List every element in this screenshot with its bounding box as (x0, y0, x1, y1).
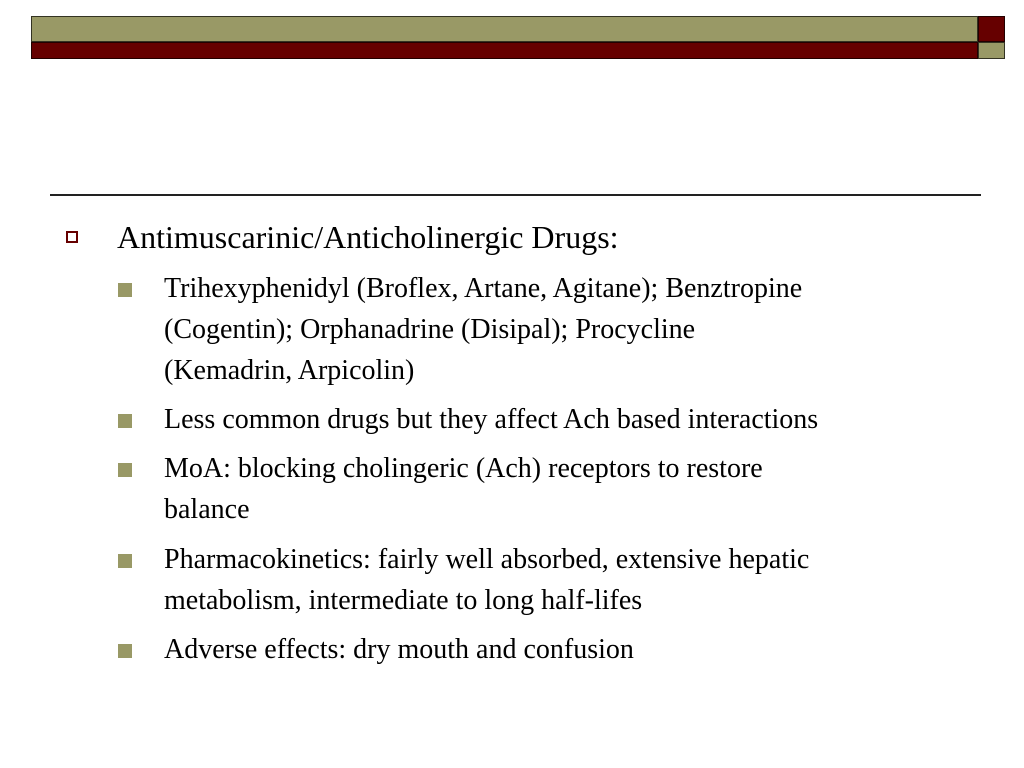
bullet-line: (Cogentin); Orphanadrine (Disipal); Procycline (164, 314, 696, 345)
banner-maroon-bar (31, 42, 978, 59)
header-banner (31, 16, 1005, 59)
bullet-line: Adverse effects: dry mouth and confusion (164, 634, 634, 665)
banner-corner-olive-square (978, 42, 1005, 59)
bullet-line: Trihexyphenidyl (Broflex, Artane, Agitane); Benztropine (164, 273, 803, 304)
filled-square-bullet-icon (118, 414, 132, 428)
bullet-line: metabolism, intermediate to long half-lifes (164, 585, 643, 616)
filled-square-bullet-icon (118, 463, 132, 477)
bullet-line: balance (164, 494, 250, 525)
banner-olive-bar (31, 16, 978, 42)
bullet-drug-list (164, 268, 974, 391)
filled-square-bullet-icon (118, 644, 132, 658)
bullet-less-common (164, 399, 974, 440)
bullet-adverse-effects (164, 629, 974, 670)
filled-square-bullet-icon (118, 554, 132, 568)
bullet-line: Less common drugs but they affect Ach based interactions (164, 404, 819, 435)
bullet-line: MoA: blocking cholingeric (Ach) receptors to restore (164, 453, 763, 484)
hollow-square-bullet-icon (66, 231, 78, 243)
banner-corner-maroon-square (978, 16, 1005, 42)
bullet-line: (Kemadrin, Arpicolin) (164, 355, 415, 386)
filled-square-bullet-icon (118, 283, 132, 297)
title-divider-line (50, 194, 981, 196)
bullet-line: Pharmacokinetics: fairly well absorbed, extensive hepatic (164, 544, 810, 575)
bullet-moa (164, 448, 974, 530)
bullet-pharmacokinetics (164, 539, 974, 621)
bullet-level1-heading: Antimuscarinic/Anticholinergic Drugs: (117, 219, 619, 255)
